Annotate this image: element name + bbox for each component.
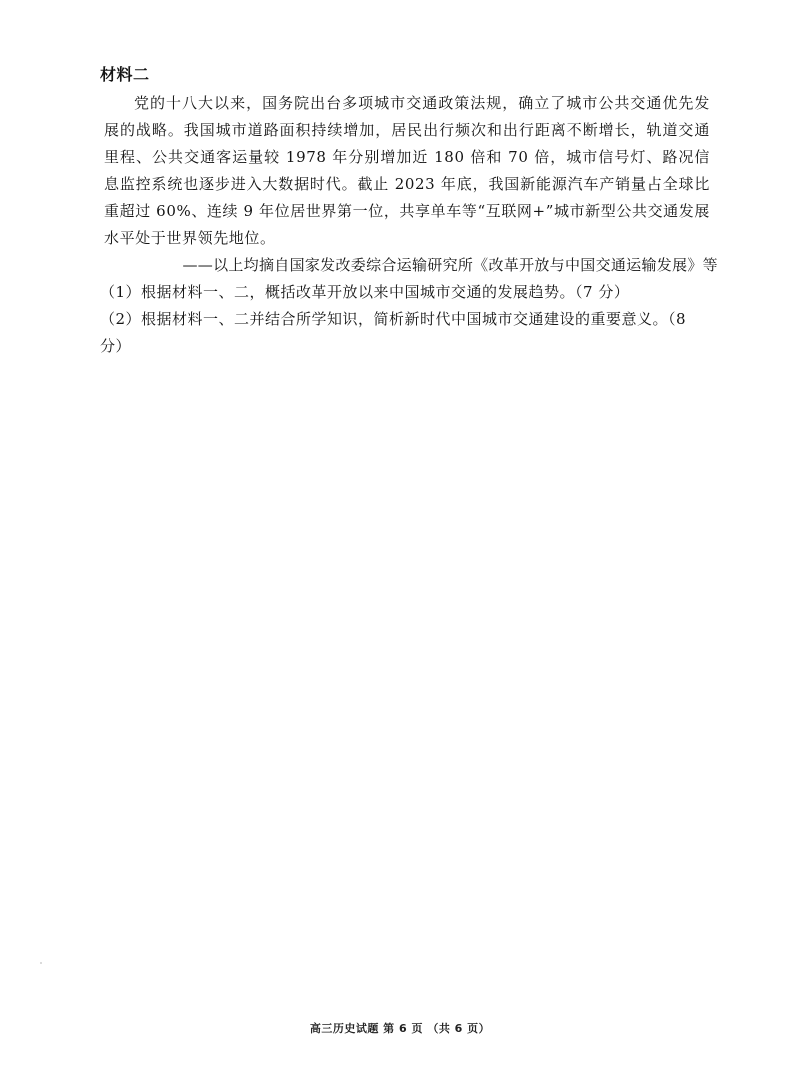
page-footer: 高三历史试题 第 6 页 （共 6 页） (309, 1022, 491, 1035)
material-section (100, 62, 718, 360)
material-paragraph: 党的十八大以来，国务院出台多项城市交通政策法规，确立了城市公共交通优先发展的战略。我国城市道路面积持续增加，居民出行频次和出行距离不断增长，轨道交通里程、公共交通客运量较 1978 年分别增加近 180 倍和 70 倍，城市信号灯、路况信息监控系统也逐步进入大数据时代。截止 2023 年底，我国新能源汽车产销量占全球比重超过 60%、连续 9 年位居世界第一位，共享单车等“互联网+”城市新型公共交通发展水平处于世界领先地位。 (104, 94, 710, 247)
material-source: ——以上均摘自国家发改委综合运输研究所《改革开放与中国交通运输发展》等 (182, 256, 718, 274)
question-1: （1）根据材料一、二，概括改革开放以来中国城市交通的发展趋势。（7 分） (100, 283, 630, 301)
scan-speck (40, 962, 42, 964)
question-2: （2）根据材料一、二并结合所学知识，简析新时代中国城市交通建设的重要意义。（8 分） (100, 310, 687, 355)
material-heading: 材料二 (100, 65, 150, 84)
